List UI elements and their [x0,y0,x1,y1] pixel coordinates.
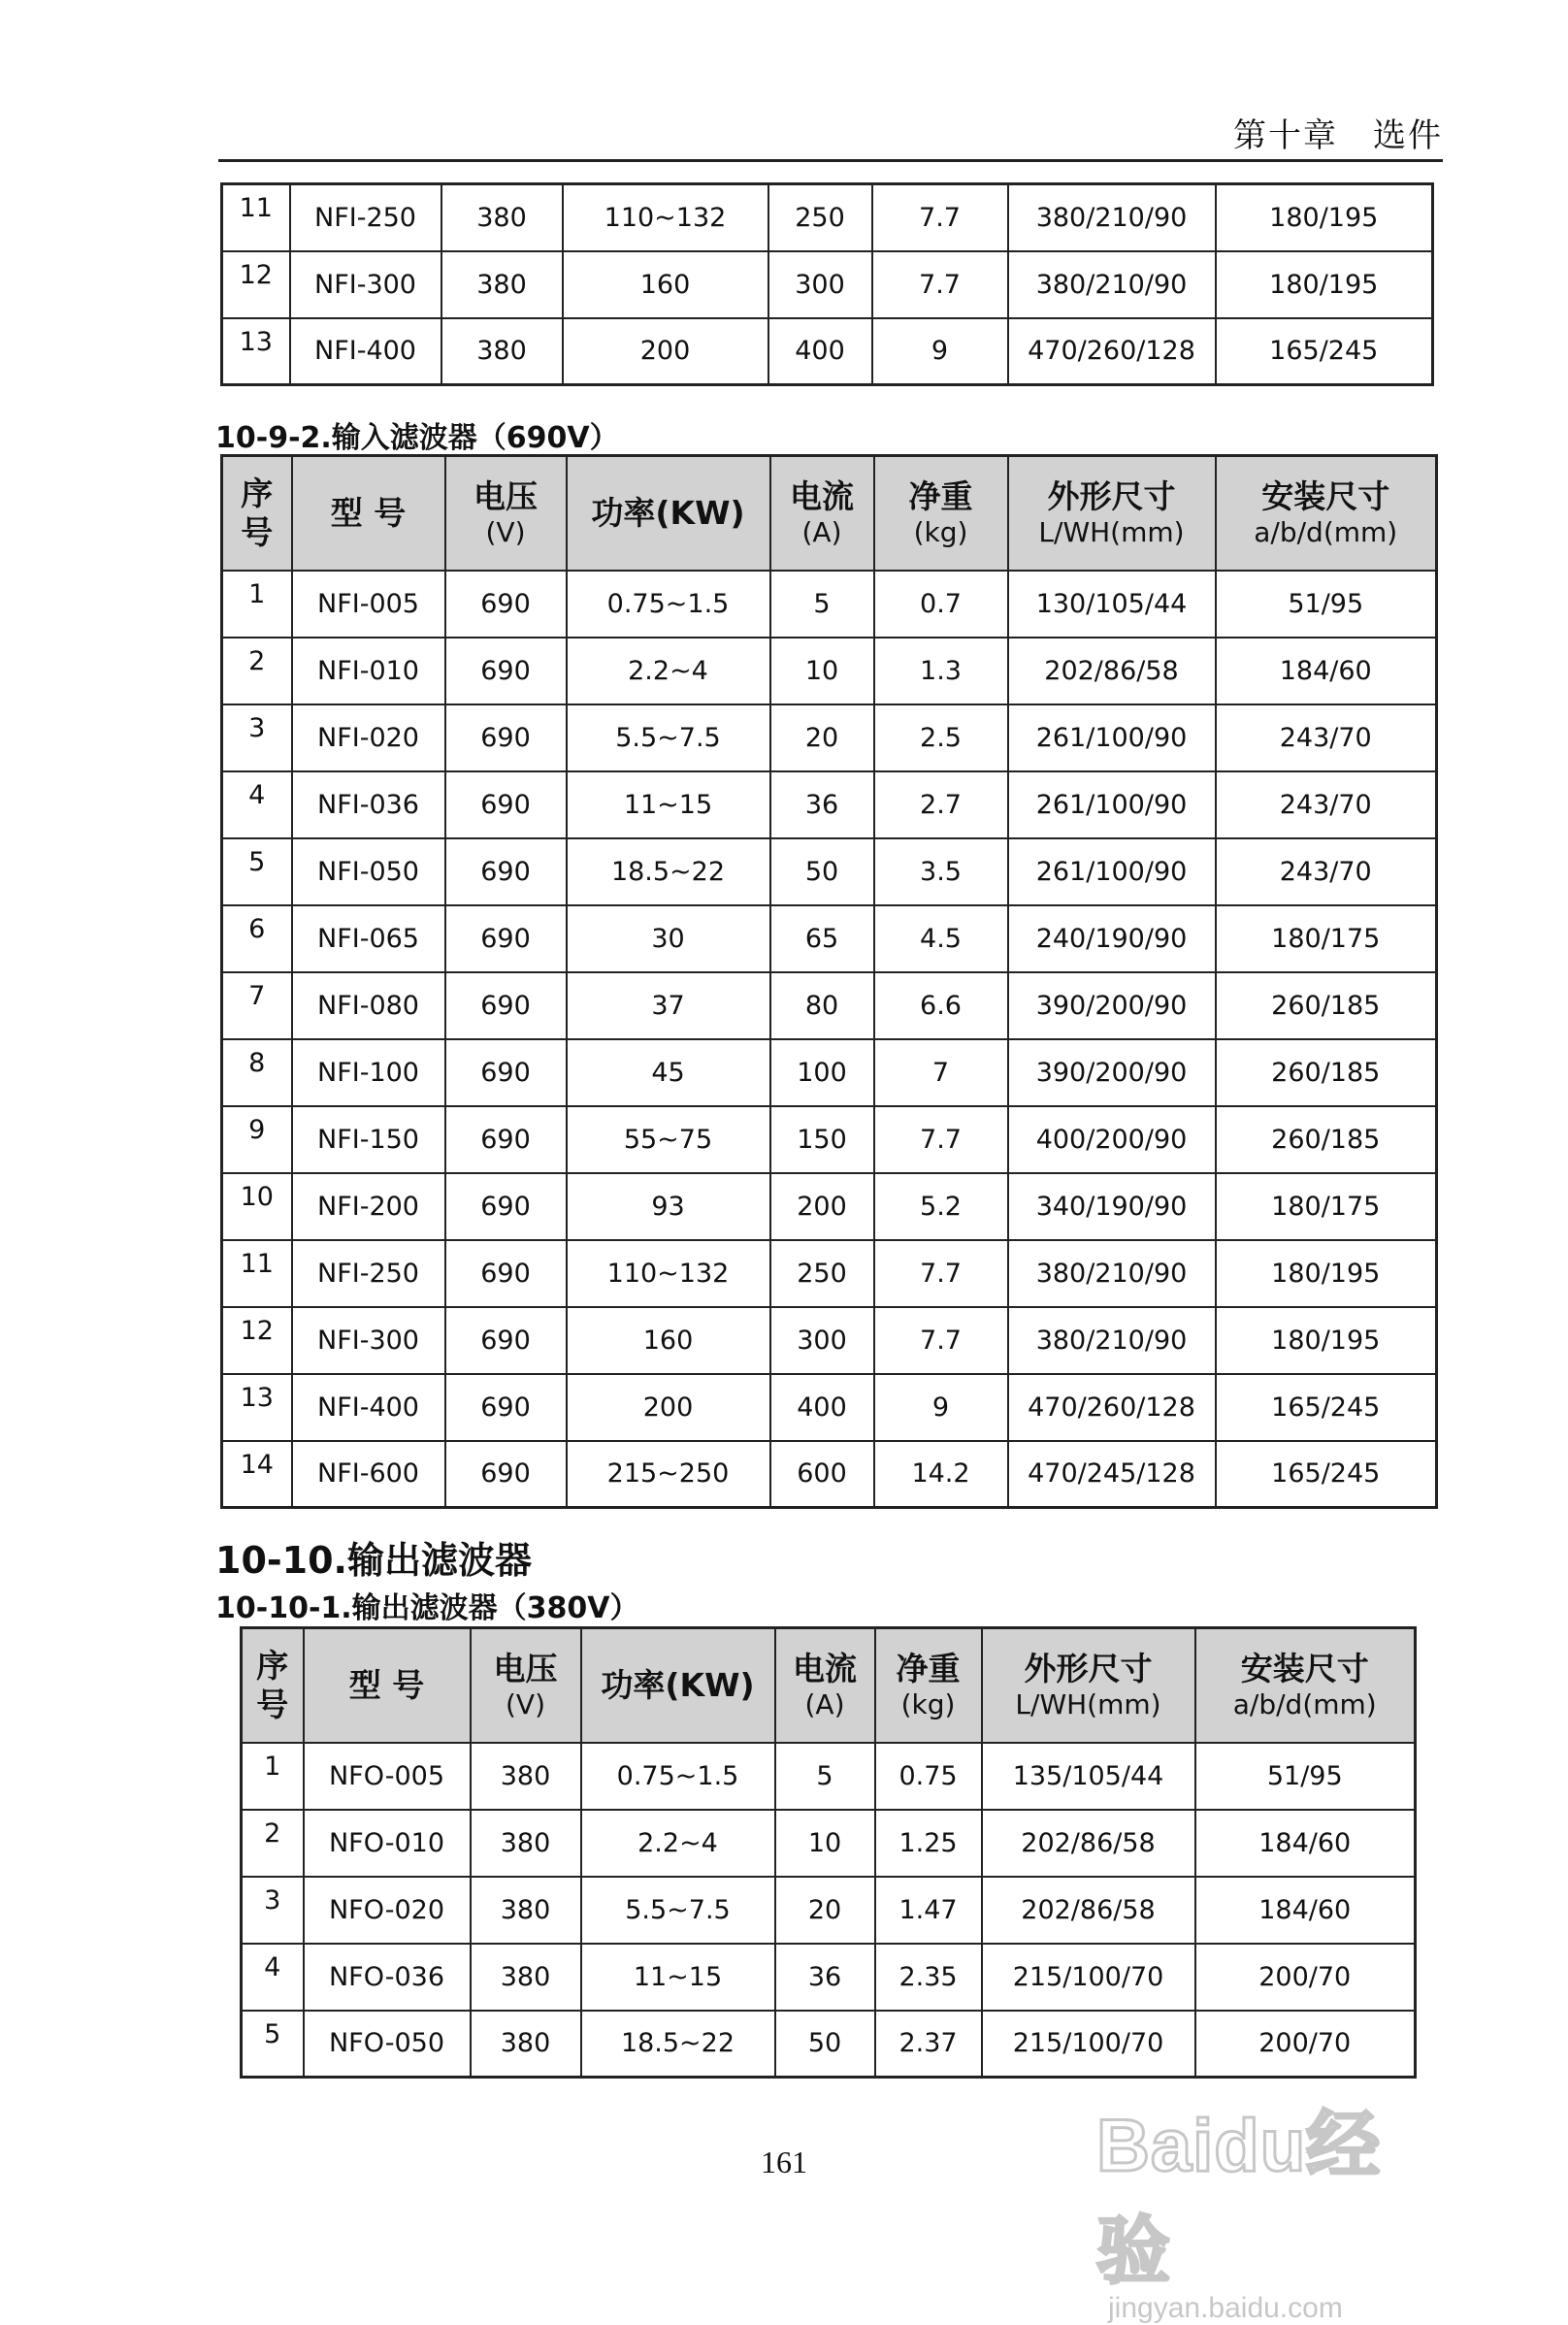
header-voltage [471,1628,581,1743]
cell-voltage: 690 [445,638,567,704]
table-row [222,905,1437,972]
cell-voltage: 380 [441,251,563,318]
table-row [242,1743,1416,1810]
header-seq [222,456,292,571]
cell-seq: 14 [222,1441,292,1508]
cell-model: NFI-300 [292,1307,445,1374]
cell-weight: 1.3 [874,638,1008,704]
cell-outline-size: 390/200/90 [1008,972,1216,1039]
cell-seq: 3 [222,704,292,771]
cell-seq: 7 [222,972,292,1039]
table-row [222,638,1437,704]
cell-voltage: 690 [445,1039,567,1106]
cell-seq: 12 [222,251,290,318]
cell-weight: 14.2 [874,1441,1008,1508]
cell-voltage: 690 [445,704,567,771]
header-label: 外形尺寸 [1024,1650,1153,1688]
table-row [222,1039,1437,1106]
cell-model: NFO-005 [304,1743,471,1810]
cell-mount-size: 51/95 [1216,571,1437,638]
header-unit: a/b/d(mm) [1232,1687,1377,1720]
cell-voltage: 380 [471,1944,581,2011]
cell-seq: 12 [222,1307,292,1374]
table-row [222,838,1437,905]
header-label: 电压 [493,1650,558,1688]
header-unit: L/WH(mm) [1015,1687,1161,1720]
watermark-url: jingyan.baidu.com [1108,2292,1343,2324]
continued-filter-table [220,182,1434,386]
cell-model: NFI-020 [292,704,445,771]
header-model [304,1628,471,1743]
baidu-jingyan-watermark [1096,2086,1455,2324]
cell-outline-size: 202/86/58 [982,1810,1195,1877]
cell-voltage: 690 [445,905,567,972]
cell-power: 2.2~4 [581,1810,775,1877]
cell-weight: 2.37 [875,2011,982,2078]
cell-seq: 11 [222,1240,292,1307]
cell-seq: 3 [242,1877,304,1944]
cell-power: 200 [567,1374,770,1441]
cell-current: 20 [775,1877,875,1944]
cell-outline-size: 400/200/90 [1008,1106,1216,1173]
cell-outline-size: 135/105/44 [982,1743,1195,1810]
header-unit: L/WH(mm) [1038,515,1185,548]
cell-voltage: 380 [471,2011,581,2078]
cell-model: NFI-600 [292,1441,445,1508]
cell-current: 36 [775,1944,875,2011]
cell-power: 18.5~22 [581,2011,775,2078]
cell-current: 400 [770,1374,874,1441]
cell-power: 2.2~4 [567,638,770,704]
cell-mount-size: 165/245 [1216,1374,1437,1441]
header-power [581,1628,775,1743]
table-690-body [222,571,1437,1508]
header-outline-size [1008,456,1216,571]
cell-power: 45 [567,1039,770,1106]
cell-power: 11~15 [581,1944,775,2011]
cell-weight: 2.7 [874,771,1008,838]
header-label: 功率(KW) [591,493,745,532]
header-model [292,456,445,571]
chapter-title: 第十章 选件 [1233,116,1443,155]
cell-mount-size: 180/175 [1216,1173,1437,1240]
cell-power: 30 [567,905,770,972]
header-label: 净重 [908,477,973,516]
cell-outline-size: 380/210/90 [1008,184,1216,251]
header-unit: (V) [485,515,526,548]
cell-current: 250 [770,1240,874,1307]
cell-current: 5 [770,571,874,638]
cell-current: 10 [770,638,874,704]
header-unit: (A) [801,515,842,548]
cell-seq: 2 [222,638,292,704]
table-out-body [242,1743,1416,2078]
cell-weight: 6.6 [874,972,1008,1039]
cell-voltage: 380 [471,1743,581,1810]
cell-outline-size: 215/100/70 [982,2011,1195,2078]
cell-current: 20 [770,704,874,771]
header-label: 序号 [256,1647,289,1723]
cell-current: 600 [770,1441,874,1508]
cell-model: NFI-400 [292,1374,445,1441]
cell-weight: 2.5 [874,704,1008,771]
output-filter-380v-table [240,1626,1417,2079]
header-unit: (kg) [913,515,968,548]
cell-voltage: 380 [441,184,563,251]
header-label: 电流 [790,477,854,516]
cell-outline-size: 202/86/58 [1008,638,1216,704]
cell-weight: 4.5 [874,905,1008,972]
header-seq [242,1628,304,1743]
table-row [222,1441,1437,1508]
cell-outline-size: 215/100/70 [982,1944,1195,2011]
page-header [218,105,1443,162]
cell-outline-size: 470/260/128 [1008,318,1216,385]
cell-current: 5 [775,1743,875,1810]
cell-current: 150 [770,1106,874,1173]
section-heading-10-10-1: 10-10-1.输出滤波器（380V） [215,1591,639,1625]
input-filter-690v-table [220,454,1438,1509]
cell-model: NFI-050 [292,838,445,905]
cell-seq: 13 [222,1374,292,1441]
cell-mount-size: 180/195 [1216,251,1433,318]
cell-current: 300 [768,251,872,318]
table-690-header [222,456,1437,571]
cell-seq: 1 [222,571,292,638]
cell-mount-size: 165/245 [1216,318,1433,385]
table-row [242,1810,1416,1877]
cell-model: NFO-010 [304,1810,471,1877]
cell-voltage: 380 [471,1877,581,1944]
header-label: 功率(KW) [601,1665,755,1704]
cell-outline-size: 261/100/90 [1008,838,1216,905]
cell-mount-size: 260/185 [1216,972,1437,1039]
cell-model: NFI-005 [292,571,445,638]
cell-current: 50 [775,2011,875,2078]
header-unit: a/b/d(mm) [1254,515,1398,548]
cell-model: NFI-010 [292,638,445,704]
cell-mount-size: 260/185 [1216,1106,1437,1173]
cell-mount-size: 260/185 [1216,1039,1437,1106]
cell-voltage: 690 [445,571,567,638]
cell-outline-size: 380/210/90 [1008,1307,1216,1374]
cell-voltage: 690 [445,1106,567,1173]
table-out-header [242,1628,1416,1743]
cell-current: 36 [770,771,874,838]
header-label: 型 号 [348,1665,425,1704]
cell-voltage: 690 [445,771,567,838]
cell-mount-size: 243/70 [1216,771,1437,838]
header-weight [874,456,1008,571]
cell-mount-size: 180/175 [1216,905,1437,972]
cell-voltage: 690 [445,972,567,1039]
cell-model: NFI-080 [292,972,445,1039]
table-row [222,1173,1437,1240]
section-heading-10-10: 10-10.输出滤波器 [215,1539,532,1582]
header-label: 电流 [793,1650,857,1688]
cell-outline-size: 340/190/90 [1008,1173,1216,1240]
header-unit: (A) [804,1687,845,1720]
table-row [222,771,1437,838]
header-label: 电压 [474,477,538,516]
cell-model: NFI-300 [290,251,441,318]
header-row [222,456,1437,571]
cell-mount-size: 243/70 [1216,838,1437,905]
cell-seq: 5 [242,2011,304,2078]
cell-model: NFI-400 [290,318,441,385]
cell-weight: 7 [874,1039,1008,1106]
cell-weight: 1.25 [875,1810,982,1877]
table-row [222,251,1433,318]
continued-table-body [222,184,1433,385]
cell-weight: 7.7 [872,251,1008,318]
header-mount-size [1216,456,1437,571]
header-unit: (V) [505,1687,545,1720]
cell-mount-size: 200/70 [1195,2011,1416,2078]
header-row [242,1628,1416,1743]
header-current [775,1628,875,1743]
cell-power: 160 [567,1307,770,1374]
cell-mount-size: 165/245 [1216,1441,1437,1508]
header-unit: (kg) [900,1687,956,1720]
cell-outline-size: 380/210/90 [1008,251,1216,318]
cell-model: NFI-100 [292,1039,445,1106]
cell-power: 160 [563,251,768,318]
cell-weight: 9 [872,318,1008,385]
cell-voltage: 380 [441,318,563,385]
cell-weight: 7.7 [872,184,1008,251]
cell-seq: 13 [222,318,290,385]
section-heading-10-9-2: 10-9-2.输入滤波器（690V） [215,421,619,455]
cell-seq: 11 [222,184,290,251]
cell-power: 5.5~7.5 [581,1877,775,1944]
header-weight [875,1628,982,1743]
cell-current: 80 [770,972,874,1039]
header-label: 序号 [241,475,274,551]
table-row [242,1877,1416,1944]
cell-seq: 2 [242,1810,304,1877]
cell-power: 37 [567,972,770,1039]
cell-mount-size: 180/195 [1216,184,1433,251]
header-label: 型 号 [330,493,407,532]
cell-voltage: 690 [445,838,567,905]
cell-power: 110~132 [563,184,768,251]
table-row [222,1307,1437,1374]
cell-mount-size: 243/70 [1216,704,1437,771]
cell-weight: 2.35 [875,1944,982,2011]
cell-mount-size: 200/70 [1195,1944,1416,2011]
table-row [222,184,1433,251]
cell-model: NFI-250 [290,184,441,251]
cell-model: NFI-250 [292,1240,445,1307]
cell-mount-size: 184/60 [1216,638,1437,704]
cell-mount-size: 180/195 [1216,1240,1437,1307]
cell-current: 10 [775,1810,875,1877]
cell-weight: 5.2 [874,1173,1008,1240]
cell-voltage: 690 [445,1441,567,1508]
cell-model: NFI-065 [292,905,445,972]
cell-power: 0.75~1.5 [581,1743,775,1810]
table-row [222,1374,1437,1441]
cell-model: NFO-020 [304,1877,471,1944]
cell-model: NFO-050 [304,2011,471,2078]
cell-outline-size: 240/190/90 [1008,905,1216,972]
cell-seq: 1 [242,1743,304,1810]
table-row [222,1240,1437,1307]
cell-seq: 4 [242,1944,304,2011]
cell-outline-size: 390/200/90 [1008,1039,1216,1106]
cell-current: 200 [770,1173,874,1240]
cell-weight: 0.75 [875,1743,982,1810]
cell-voltage: 690 [445,1240,567,1307]
cell-weight: 3.5 [874,838,1008,905]
header-power [567,456,770,571]
cell-weight: 7.7 [874,1307,1008,1374]
cell-outline-size: 202/86/58 [982,1877,1195,1944]
cell-weight: 1.47 [875,1877,982,1944]
cell-mount-size: 184/60 [1195,1877,1416,1944]
cell-power: 215~250 [567,1441,770,1508]
cell-seq: 9 [222,1106,292,1173]
page-number: 161 [761,2145,807,2179]
cell-power: 0.75~1.5 [567,571,770,638]
cell-power: 55~75 [567,1106,770,1173]
cell-seq: 8 [222,1039,292,1106]
header-outline-size [982,1628,1195,1743]
cell-power: 200 [563,318,768,385]
header-label: 外形尺寸 [1047,477,1176,516]
cell-current: 100 [770,1039,874,1106]
cell-weight: 0.7 [874,571,1008,638]
cell-power: 11~15 [567,771,770,838]
table-row [222,972,1437,1039]
cell-current: 250 [768,184,872,251]
cell-mount-size: 51/95 [1195,1743,1416,1810]
cell-voltage: 690 [445,1173,567,1240]
table-row [222,1106,1437,1173]
table-row [242,2011,1416,2078]
cell-mount-size: 184/60 [1195,1810,1416,1877]
table-row [222,704,1437,771]
cell-mount-size: 180/195 [1216,1307,1437,1374]
cell-seq: 4 [222,771,292,838]
cell-model: NFI-150 [292,1106,445,1173]
table-row [242,1944,1416,2011]
header-current [770,456,874,571]
cell-power: 5.5~7.5 [567,704,770,771]
header-label: 净重 [896,1650,961,1688]
cell-seq: 10 [222,1173,292,1240]
cell-voltage: 380 [471,1810,581,1877]
header-voltage [445,456,567,571]
cell-weight: 7.7 [874,1106,1008,1173]
cell-outline-size: 470/245/128 [1008,1441,1216,1508]
cell-outline-size: 261/100/90 [1008,771,1216,838]
cell-outline-size: 261/100/90 [1008,704,1216,771]
cell-current: 400 [768,318,872,385]
cell-seq: 6 [222,905,292,972]
table-row [222,318,1433,385]
cell-model: NFO-036 [304,1944,471,2011]
table-row [222,571,1437,638]
cell-seq: 5 [222,838,292,905]
cell-current: 50 [770,838,874,905]
cell-outline-size: 130/105/44 [1008,571,1216,638]
cell-power: 110~132 [567,1240,770,1307]
cell-voltage: 690 [445,1307,567,1374]
watermark-logo: Baidu经验 [1096,2105,1382,2293]
cell-weight: 9 [874,1374,1008,1441]
cell-voltage: 690 [445,1374,567,1441]
cell-power: 93 [567,1173,770,1240]
header-label: 安装尺寸 [1240,1650,1369,1688]
cell-model: NFI-200 [292,1173,445,1240]
header-label: 安装尺寸 [1261,477,1390,516]
cell-outline-size: 470/260/128 [1008,1374,1216,1441]
cell-current: 65 [770,905,874,972]
cell-model: NFI-036 [292,771,445,838]
cell-current: 300 [770,1307,874,1374]
cell-outline-size: 380/210/90 [1008,1240,1216,1307]
cell-weight: 7.7 [874,1240,1008,1307]
header-mount-size [1195,1628,1416,1743]
cell-power: 18.5~22 [567,838,770,905]
